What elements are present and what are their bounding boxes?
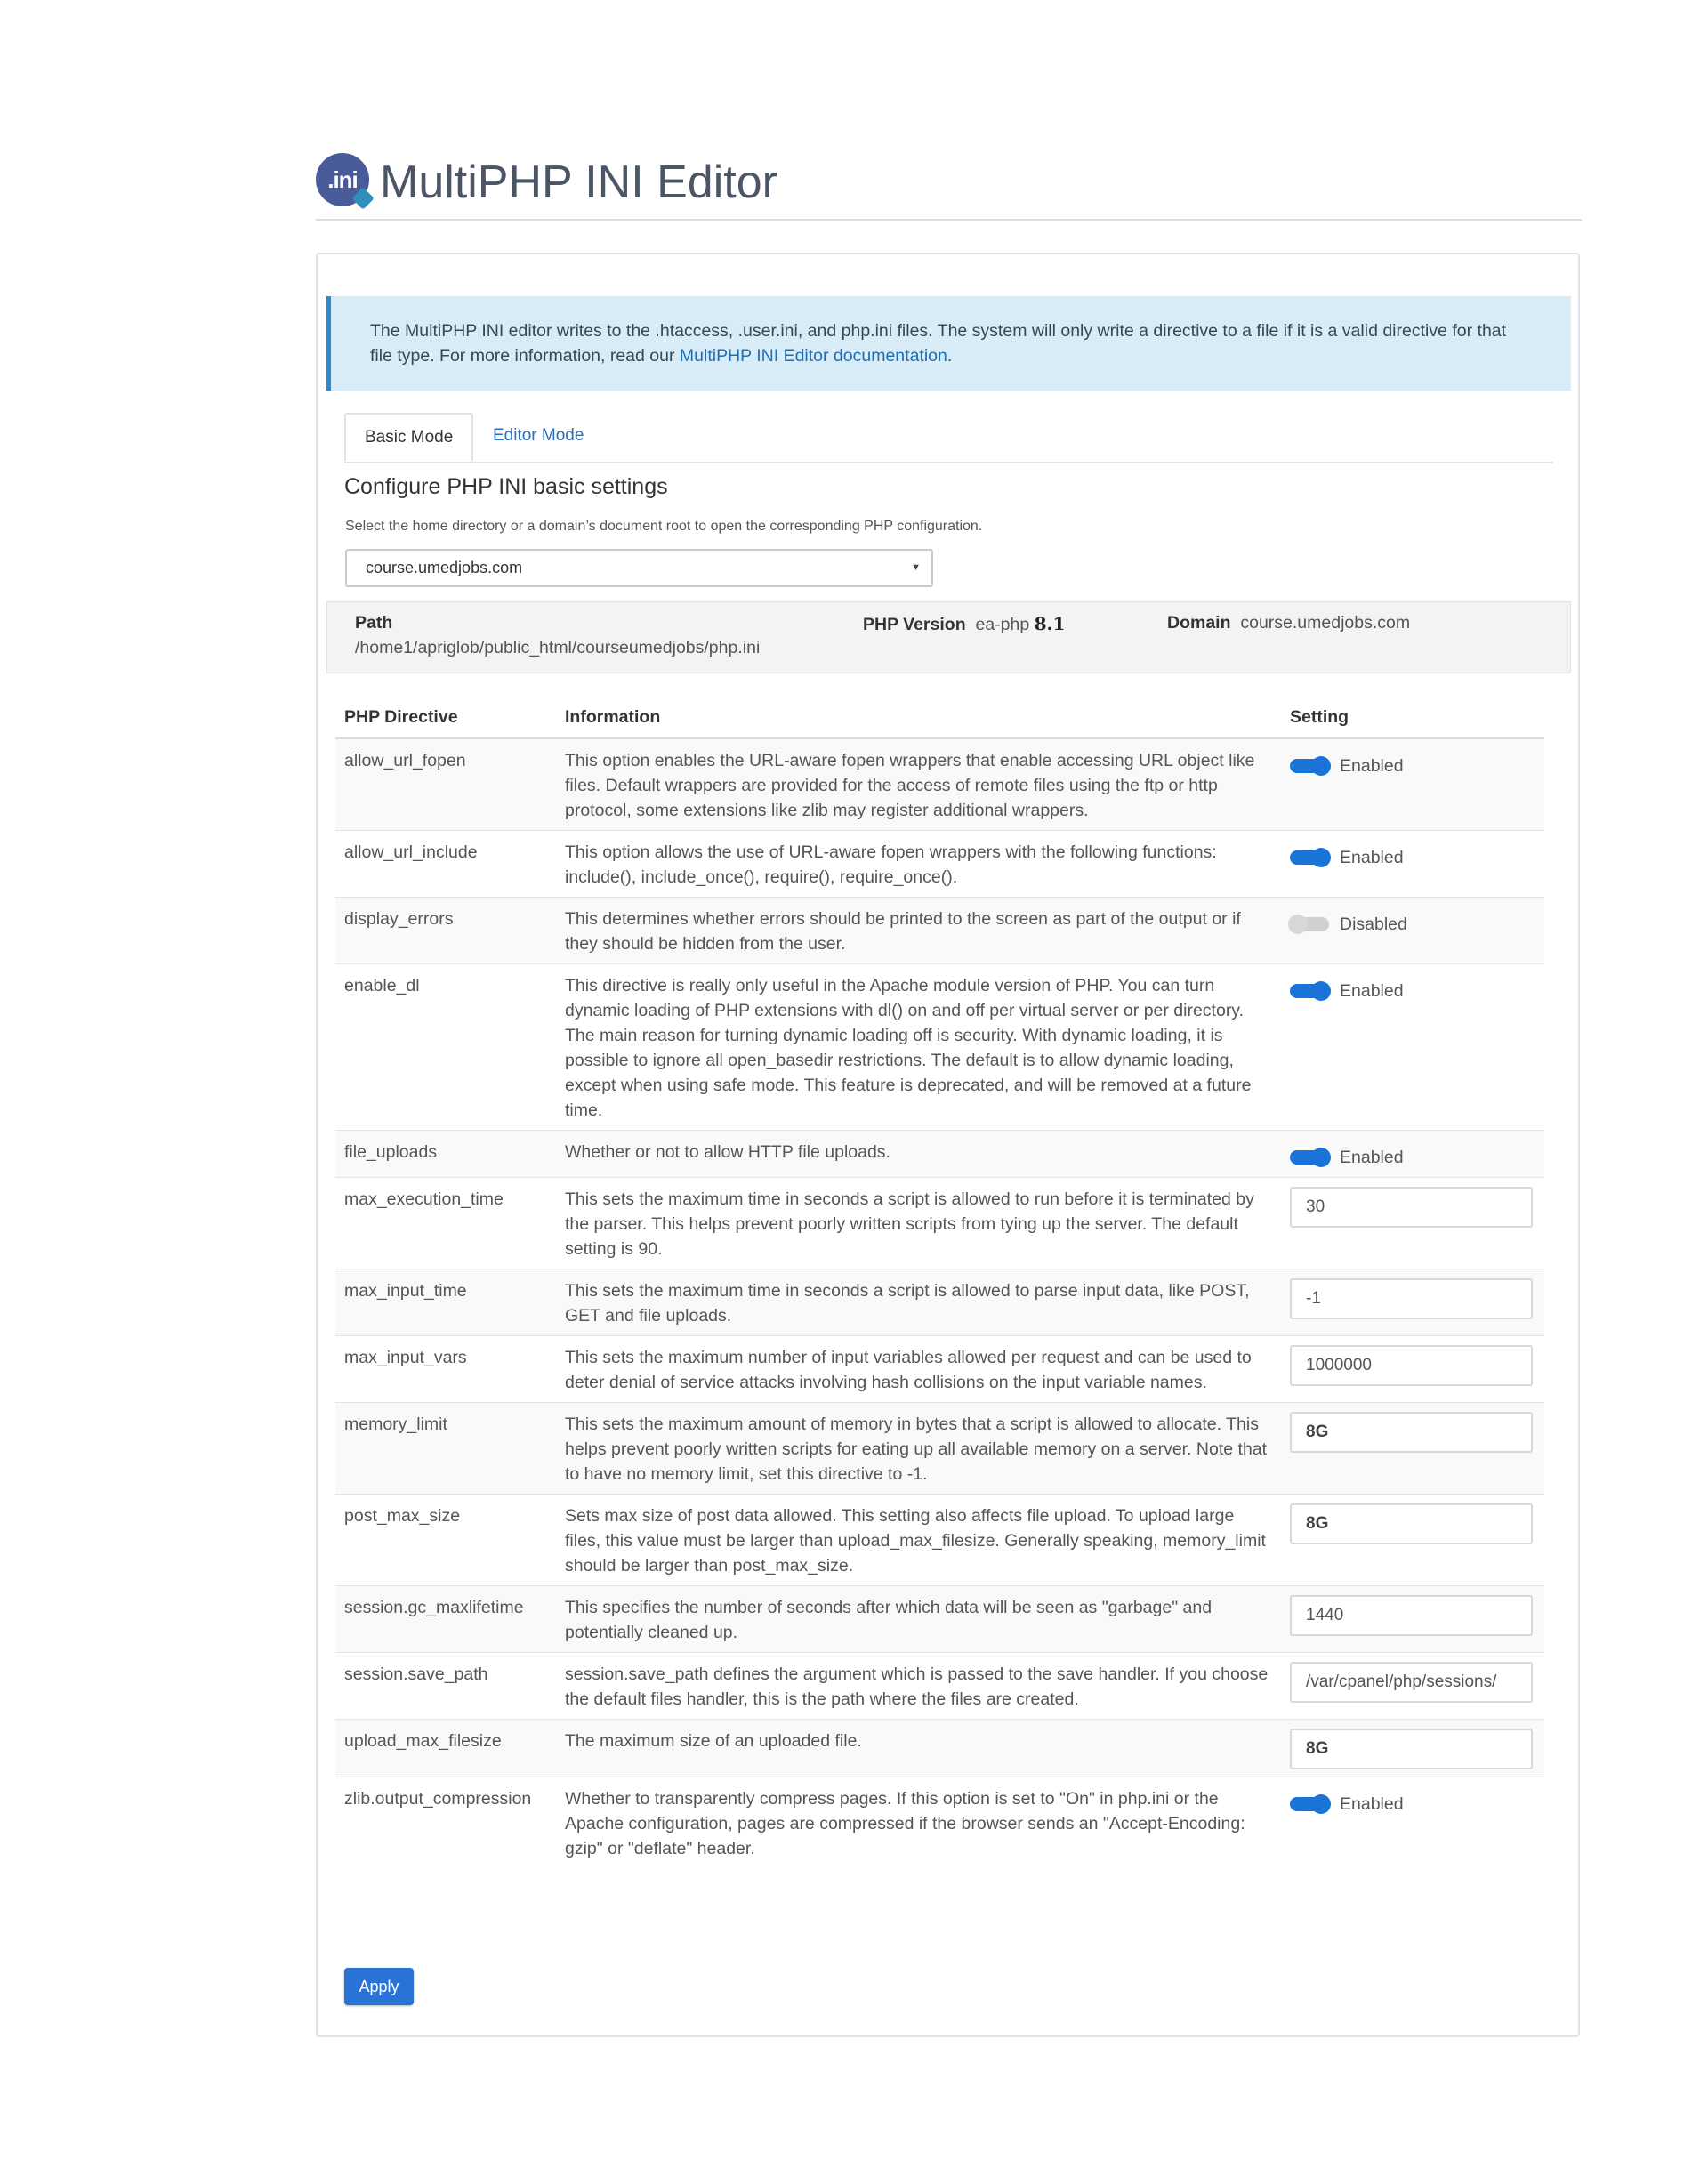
directive-information: Sets max size of post data allowed. This setting also affects file upload. To upload large files, this value must be larger than upload_max_filesize. Generally speaking, memory_limit should be larger than post_max_size.	[556, 1495, 1281, 1586]
directive-setting	[1281, 964, 1544, 1131]
main-card	[316, 253, 1580, 2037]
directives-table	[335, 695, 1544, 1868]
directive-name: session.gc_maxlifetime	[335, 1586, 556, 1653]
php-version-prefix: ea-php	[975, 615, 1030, 634]
directive-information: This sets the maximum time in seconds a script is allowed to parse input data, like POST, GET and file uploads.	[556, 1269, 1281, 1336]
directive-setting	[1281, 1653, 1544, 1720]
header-setting: Setting	[1281, 695, 1544, 738]
directive-information: Whether to transparently compress pages. If this option is set to "On" in php.ini or the Apache configuration, pages are compressed if the browser sends an "Accept-Encoding: gzip" or "deflate" header.	[556, 1777, 1281, 1869]
toggle-wrap	[1290, 845, 1535, 870]
toggle-wrap	[1290, 979, 1535, 1003]
table-row	[335, 831, 1544, 898]
directive-name: max_input_vars	[335, 1336, 556, 1403]
table-row	[335, 1403, 1544, 1495]
directive-information: The maximum size of an uploaded file.	[556, 1720, 1281, 1777]
php-version-label: PHP Version	[863, 615, 966, 634]
setting-input[interactable]: 30	[1290, 1187, 1533, 1228]
toggle-switch[interactable]	[1290, 1797, 1329, 1811]
directive-name: zlib.output_compression	[335, 1777, 556, 1869]
path-value: /home1/apriglob/public_html/courseumedjobs/php.ini	[355, 638, 761, 657]
directive-setting	[1281, 1495, 1544, 1586]
header-information: Information	[556, 695, 1281, 738]
table-row	[335, 1653, 1544, 1720]
directive-setting	[1281, 1131, 1544, 1178]
toggle-switch[interactable]	[1290, 917, 1329, 931]
tab-editor-mode[interactable]: Editor Mode	[493, 426, 584, 445]
directive-setting	[1281, 1720, 1544, 1777]
directive-information: Whether or not to allow HTTP file uploads.	[556, 1131, 1281, 1178]
domain-select-value: course.umedjobs.com	[366, 559, 523, 576]
directive-setting	[1281, 1336, 1544, 1403]
section-title: Configure PHP INI basic settings	[344, 474, 668, 499]
table-row	[335, 898, 1544, 964]
ini-editor-logo-icon	[316, 153, 369, 206]
toggle-label: Enabled	[1340, 1148, 1404, 1167]
path-label: Path	[355, 613, 393, 633]
directive-name: enable_dl	[335, 964, 556, 1131]
directive-setting	[1281, 1269, 1544, 1336]
info-alert	[326, 296, 1571, 391]
apply-button[interactable]: Apply	[344, 1968, 414, 2005]
toggle-wrap	[1290, 1145, 1535, 1170]
php-version-number: 8.1	[1034, 613, 1066, 634]
directive-information: This option enables the URL-aware fopen wrappers that enable accessing URL object like files. Default wrappers are provided for the access of remote files using the ftp or http protocol, some extensions like zlib may register additional wrappers.	[556, 738, 1281, 831]
table-row	[335, 1720, 1544, 1777]
page-header	[316, 153, 1582, 221]
table-row	[335, 1178, 1544, 1269]
directive-name: max_input_time	[335, 1269, 556, 1336]
directive-name: allow_url_fopen	[335, 738, 556, 831]
domain-value: course.umedjobs.com	[1240, 613, 1411, 633]
directive-name: post_max_size	[335, 1495, 556, 1586]
setting-input[interactable]: 1000000	[1290, 1345, 1533, 1386]
help-text: Select the home directory or a domain’s document root to open the corresponding PHP configuration.	[345, 519, 983, 534]
toggle-wrap	[1290, 1792, 1535, 1817]
directive-name: max_execution_time	[335, 1178, 556, 1269]
table-row	[335, 1495, 1544, 1586]
tab-basic-mode[interactable]: Basic Mode	[344, 413, 473, 462]
directive-information: This option allows the use of URL-aware fopen wrappers with the following functions: include(), include_once(), require(), require_once().	[556, 831, 1281, 898]
directive-information: This sets the maximum number of input variables allowed per request and can be used to deter denial of service attacks involving hash collisions on the input variable names.	[556, 1336, 1281, 1403]
header-php-directive: PHP Directive	[335, 695, 556, 738]
toggle-label: Enabled	[1340, 756, 1404, 776]
toggle-label: Enabled	[1340, 981, 1404, 1001]
domain-select[interactable]	[345, 549, 933, 587]
directive-name: allow_url_include	[335, 831, 556, 898]
directive-information: This sets the maximum amount of memory in bytes that a script is allowed to allocate. This helps prevent poorly written scripts for eating up all available memory on a server. Note that to have no memory limit, set this directive to -1.	[556, 1403, 1281, 1495]
toggle-label: Enabled	[1340, 1794, 1404, 1814]
toggle-label: Enabled	[1340, 848, 1404, 867]
directive-name: display_errors	[335, 898, 556, 964]
domain-label: Domain	[1167, 613, 1231, 633]
toggle-label: Disabled	[1340, 915, 1407, 934]
directive-name: upload_max_filesize	[335, 1720, 556, 1777]
alert-after: .	[947, 346, 953, 366]
documentation-link[interactable]: MultiPHP INI Editor documentation	[679, 346, 947, 366]
directive-setting	[1281, 898, 1544, 964]
setting-input[interactable]: -1	[1290, 1278, 1533, 1319]
directive-name: file_uploads	[335, 1131, 556, 1178]
setting-input[interactable]: 8G	[1290, 1412, 1533, 1453]
directive-information: This sets the maximum time in seconds a script is allowed to run before it is terminated by the parser. This helps prevent poorly written scripts from tying up the server. The default setting is 90.	[556, 1178, 1281, 1269]
directive-setting	[1281, 738, 1544, 831]
toggle-switch[interactable]	[1290, 984, 1329, 998]
table-row	[335, 964, 1544, 1131]
directive-setting	[1281, 831, 1544, 898]
directive-setting	[1281, 1403, 1544, 1495]
table-row	[335, 738, 1544, 831]
logo-text: .ini	[327, 165, 358, 193]
directive-information: This directive is really only useful in the Apache module version of PHP. You can turn dynamic loading of PHP extensions with dl() on and off per virtual server or per directory. The main reason for turning dynamic loading off is security. With dynamic loading, it is possible to ignore all open_basedir restrictions. The default is to allow dynamic loading, except when using safe mode. This feature is deprecated, and will be removed at a future time.	[556, 964, 1281, 1131]
table-row	[335, 1131, 1544, 1178]
toggle-wrap	[1290, 912, 1535, 937]
config-info-bar	[326, 601, 1571, 673]
toggle-wrap	[1290, 754, 1535, 778]
table-row	[335, 1777, 1544, 1869]
mode-tabs	[344, 413, 1553, 463]
alert-text: The MultiPHP INI editor writes to the .htaccess, .user.ini, and php.ini files. The system will only write a directive to a file if it is a valid directive for that file type. For more information, read our	[370, 321, 1507, 366]
setting-input[interactable]: 1440	[1290, 1595, 1533, 1636]
toggle-switch[interactable]	[1290, 850, 1329, 865]
page-title: MultiPHP INI Editor	[380, 157, 777, 208]
directive-setting	[1281, 1777, 1544, 1869]
toggle-switch[interactable]	[1290, 1150, 1329, 1165]
setting-input[interactable]: /var/cpanel/php/sessions/	[1290, 1662, 1533, 1703]
directive-information: This determines whether errors should be printed to the screen as part of the output or if they should be hidden from the user.	[556, 898, 1281, 964]
directive-setting	[1281, 1586, 1544, 1653]
table-row	[335, 1269, 1544, 1336]
table-row	[335, 1586, 1544, 1653]
setting-input[interactable]: 8G	[1290, 1729, 1533, 1769]
directive-name: session.save_path	[335, 1653, 556, 1720]
directive-name: memory_limit	[335, 1403, 556, 1495]
setting-input[interactable]: 8G	[1290, 1503, 1533, 1544]
caret-down-icon: ▼	[911, 562, 921, 573]
toggle-switch[interactable]	[1290, 759, 1329, 773]
directive-information: This specifies the number of seconds after which data will be seen as "garbage" and potentially cleaned up.	[556, 1586, 1281, 1653]
table-row	[335, 1336, 1544, 1403]
directive-information: session.save_path defines the argument which is passed to the save handler. If you choose the default files handler, this is the path where the files are created.	[556, 1653, 1281, 1720]
directive-setting	[1281, 1178, 1544, 1269]
